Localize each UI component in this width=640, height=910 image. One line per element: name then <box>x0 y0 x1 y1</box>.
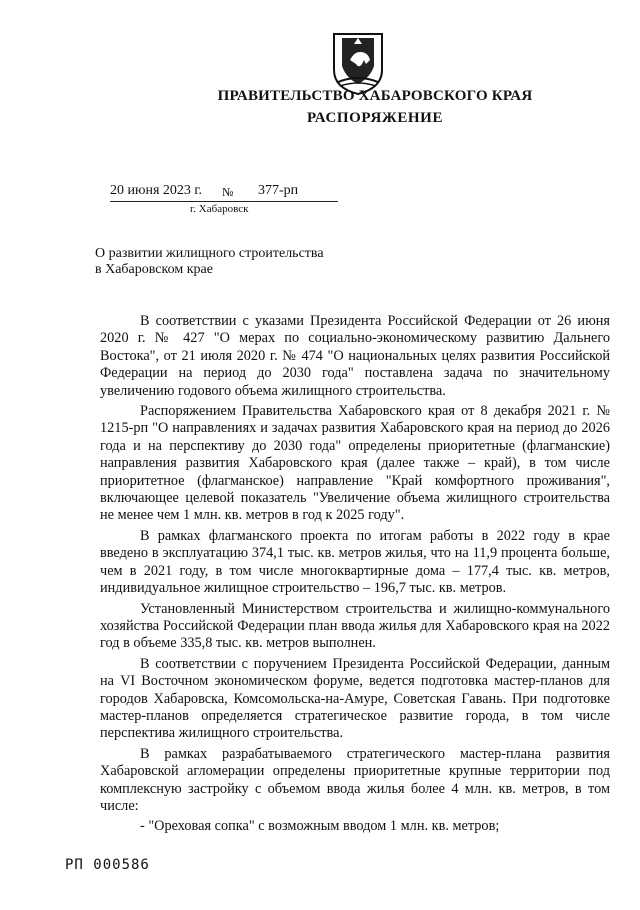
registration-line <box>110 183 338 202</box>
form-code: РП 000586 <box>65 857 150 873</box>
subject-line: О развитии жилищного строительства <box>95 246 324 261</box>
document-number: 377-рп <box>258 183 299 198</box>
organization-title: ПРАВИТЕЛЬСТВО ХАБАРОВСКОГО КРАЯ <box>217 88 533 104</box>
number-sign: № <box>222 185 234 199</box>
document-date: 20 июня 2023 г. <box>110 183 203 198</box>
paragraph: Установленный Министерством строительства и жилищно-коммунального хозяйства Российской Федерации план ввода жилья для Хабаровского края на 2022 год в объеме 335,8 тыс. кв. метров выполнен. <box>100 600 610 652</box>
paragraph: В рамках флагманского проекта по итогам работы в 2022 году в крае введено в эксплуатацию 374,1 тыс. кв. метров жилья, что на 11,9 процента больше, чем в 2021 году, в том числе многоквартирные дома – 177,4 тыс. кв. метров, индивидуальное жилищное строительство – 196,7 тыс. кв. метров. <box>100 527 610 597</box>
paragraph: Распоряжением Правительства Хабаровского края от 8 декабря 2021 г. № 1215-рп "О направлениях и задачах развития Хабаровского края на период до 2026 года и на перспективу до 2030 года" определены приоритетные (флагманские) направления развития Хабаровского края (далее также – край), в том числе приоритетное (флагманское) направление "Край комфортного проживания", включающее целевой показатель "Увеличение объема жилищного строительства не менее чем 1 млн. кв. метров в год к 2025 году". <box>100 403 610 524</box>
document-city: г. Хабаровск <box>190 203 249 215</box>
list-item: - "Ореховая сопка" с возможным вводом 1 млн. кв. метров; <box>140 818 500 835</box>
paragraph: В соответствии с указами Президента Российской Федерации от 26 июня 2020 г. № 427 "О мерах по социально-экономическому развитию Дальнего Востока", от 21 июля 2020 г. № 474 "О национальных целях развития Российской Федерации на период до 2030 года" поставлена задача по значительному увеличению годового объема жилищного строительства. <box>100 313 610 399</box>
paragraph: В соответствии с поручением Президента Российской Федерации, данным на VI Восточном экономическом форуме, ведется подготовка мастер-планов для городов Хабаровска, Комсомольска-на-Амуре, Советская Гавань. При подготовке мастер-планов определяется стратегическое развитие города, в том числе перспектива жилищного строительства. <box>100 655 610 742</box>
paragraph: В рамках разрабатываемого стратегического мастер-плана развития Хабаровской агломерации определены приоритетные крупные территории под комплексную застройку с объемом ввода жилья более 4 млн. кв. метров, в том числе: <box>100 745 610 814</box>
document-type: РАСПОРЯЖЕНИЕ <box>306 110 444 126</box>
document-body <box>100 313 610 836</box>
subject-line: в Хабаровском крае <box>95 262 213 277</box>
coat-of-arms-icon <box>330 30 386 96</box>
document-subject <box>95 246 415 278</box>
